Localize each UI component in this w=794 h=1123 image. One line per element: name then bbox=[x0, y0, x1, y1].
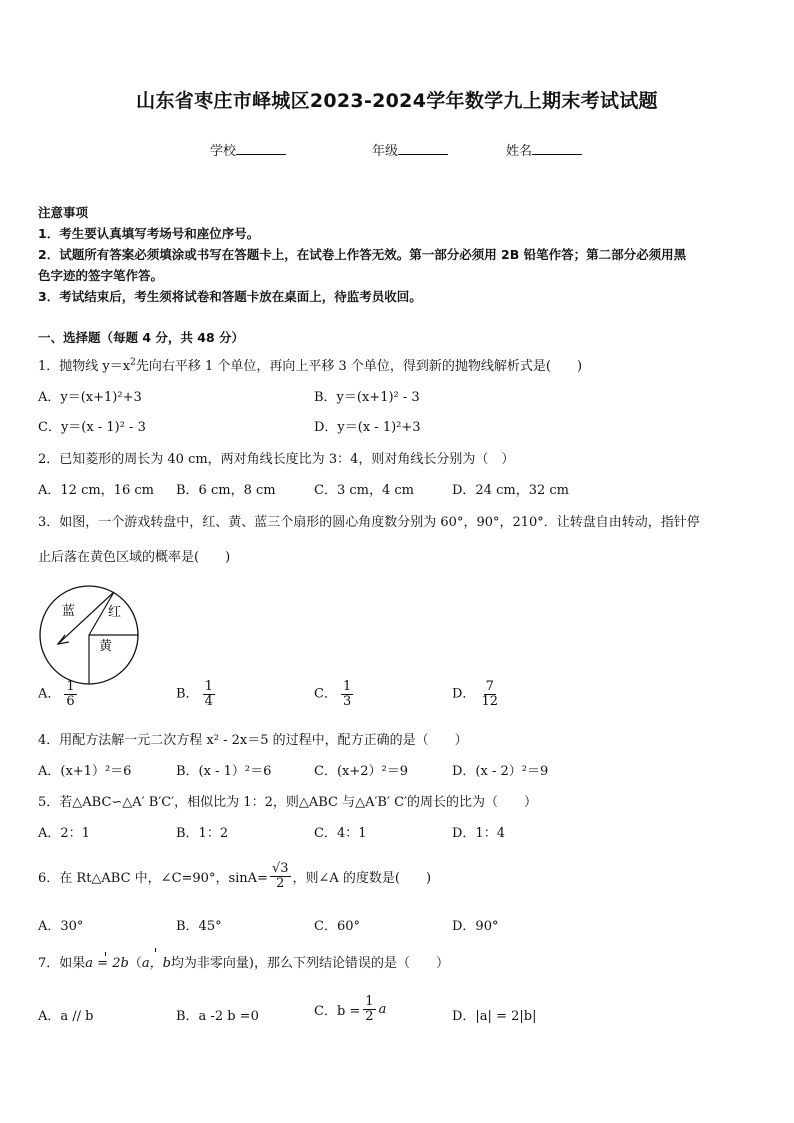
q4-option-a[interactable]: A．(x+1）²＝6 bbox=[38, 764, 132, 779]
q6-option-b[interactable]: B．45° bbox=[176, 919, 222, 934]
q3-option-c[interactable] bbox=[314, 680, 353, 708]
q7-option-c-post: a bbox=[378, 1001, 387, 1017]
grade-label: 年级 bbox=[372, 144, 399, 159]
q7-stem-eq: a = 2b bbox=[85, 956, 129, 971]
q1-stem bbox=[38, 355, 582, 374]
q3-option-a-num: 1 bbox=[66, 679, 75, 694]
q3-option-d-fraction bbox=[479, 680, 500, 708]
q2-option-b[interactable]: B．6 cm，8 cm bbox=[176, 483, 276, 498]
q7-option-a[interactable]: A．a // b bbox=[38, 1009, 94, 1024]
q3-option-c-fraction bbox=[341, 680, 353, 708]
q7-option-c-num: 1 bbox=[365, 994, 374, 1009]
notice-heading: 注意事项 bbox=[38, 205, 89, 220]
q3-stem-a: 3．如图，一个游戏转盘中，红、黄、蓝三个扇形的圆心角度数分别为 60°，90°，210°．让转盘自由转动，指针停 bbox=[38, 515, 700, 530]
q3-option-b-fraction bbox=[203, 680, 215, 708]
q6-fraction bbox=[270, 862, 291, 890]
name-label: 姓名 bbox=[506, 144, 533, 159]
q2-option-c[interactable]: C．3 cm，4 cm bbox=[314, 483, 414, 498]
q3-option-d-letter: D． bbox=[452, 686, 476, 702]
q6-stem-b: ，则∠A 的度数是( ) bbox=[292, 870, 432, 886]
q1-option-b[interactable]: B．y＝(x+1)² - 3 bbox=[314, 390, 420, 405]
q5-option-b[interactable]: B．1：2 bbox=[176, 826, 229, 841]
q6-option-d[interactable]: D．90° bbox=[452, 919, 499, 934]
q3-option-b-den: 4 bbox=[204, 693, 213, 709]
q2-option-d[interactable]: D．24 cm，32 cm bbox=[452, 483, 569, 498]
q3-option-d[interactable] bbox=[452, 680, 500, 708]
notice-item-3: 3．考试结束后，考生须将试卷和答题卡放在桌面上，待监考员收回。 bbox=[38, 289, 422, 304]
q4-option-b[interactable]: B．(x - 1）²＝6 bbox=[176, 764, 272, 779]
name-field bbox=[506, 140, 582, 159]
q2-option-a[interactable]: A．12 cm，16 cm bbox=[38, 483, 154, 498]
spinner-figure bbox=[34, 584, 154, 686]
q4-stem: 4．用配方法解一元二次方程 x² - 2x＝5 的过程中，配方正确的是（ ） bbox=[38, 733, 468, 748]
sector-label-yellow: 黄 bbox=[99, 639, 113, 654]
q1-option-c[interactable]: C．y＝(x - 1)² - 3 bbox=[38, 420, 146, 435]
q1-stem-sup: 2 bbox=[130, 357, 136, 368]
q4-option-d[interactable]: D．(x - 2）²＝9 bbox=[452, 764, 549, 779]
q5-stem: 5．若△ABC∽△A′ B′C′，相似比为 1：2，则△ABC 与△A′B′ C′的周长的比为（ ） bbox=[38, 795, 537, 810]
q3-option-a-den: 6 bbox=[66, 693, 75, 709]
q4-option-c[interactable]: C．(x+2）²＝9 bbox=[314, 764, 408, 779]
sector-label-blue: 蓝 bbox=[62, 604, 76, 619]
exam-title: 山东省枣庄市峄城区2023-2024学年数学九上期末考试试题 bbox=[136, 90, 658, 112]
q6-frac-num: √3 bbox=[271, 860, 289, 876]
q7-stem-vars: a，b bbox=[142, 952, 171, 971]
q3-option-d-num: 7 bbox=[485, 679, 494, 694]
q5-option-c[interactable]: C．4：1 bbox=[314, 826, 367, 841]
q7-stem-c: 均为非零向量)，那么下列结论错误的是（ ） bbox=[170, 956, 449, 971]
school-field bbox=[210, 140, 286, 159]
notice-item-1: 1．考生要认真填写考场号和座位序号。 bbox=[38, 226, 260, 241]
school-blank[interactable] bbox=[236, 142, 286, 155]
name-blank[interactable] bbox=[532, 142, 582, 155]
q2-stem: 2．已知菱形的周长为 40 cm，两对角线长度比为 3：4，则对角线长分别为（ ） bbox=[38, 452, 515, 467]
q7-stem-a: 7．如果 bbox=[38, 956, 86, 971]
q5-option-a[interactable]: A．2：1 bbox=[38, 826, 90, 841]
q5-option-d[interactable]: D．1：4 bbox=[452, 826, 505, 841]
q7-option-c-fraction bbox=[363, 995, 375, 1023]
q3-option-a[interactable] bbox=[38, 680, 77, 708]
q3-option-c-num: 1 bbox=[342, 679, 352, 694]
q6-option-c[interactable]: C．60° bbox=[314, 919, 360, 934]
q6-option-a[interactable]: A．30° bbox=[38, 919, 84, 934]
q3-option-b-letter: B． bbox=[176, 686, 199, 702]
q3-option-a-fraction bbox=[64, 680, 76, 708]
q1-option-d[interactable]: D．y＝(x - 1)²+3 bbox=[314, 420, 421, 435]
notice-item-2a: 2．试题所有答案必须填涂或书写在答题卡上，在试卷上作答无效。第一部分必须用 2B 铅笔作答；第二部分必须用黑 bbox=[38, 247, 687, 262]
q1-option-a[interactable]: A．y＝(x+1)²+3 bbox=[38, 390, 142, 405]
q7-option-c[interactable] bbox=[314, 995, 386, 1023]
q7-option-d[interactable]: D．|a| = 2|b| bbox=[452, 1009, 537, 1024]
q7-option-c-den: 2 bbox=[365, 1008, 374, 1024]
q7-stem bbox=[38, 952, 449, 971]
q3-option-b[interactable] bbox=[176, 680, 215, 708]
school-label: 学校 bbox=[210, 144, 237, 159]
grade-blank[interactable] bbox=[398, 142, 448, 155]
q1-stem-b: 先向右平移 1 个单位，再向上平移 3 个单位，得到新的抛物线解析式是( ) bbox=[135, 359, 583, 374]
sector-label-red: 红 bbox=[108, 605, 122, 620]
q7-option-b[interactable]: B．a -2 b =0 bbox=[176, 1009, 259, 1024]
q3-option-c-den: 3 bbox=[342, 693, 352, 709]
section-heading: 一、选择题（每题 4 分，共 48 分） bbox=[38, 330, 245, 345]
q3-option-b-num: 1 bbox=[204, 679, 213, 694]
q3-stem-b: 止后落在黄色区域的概率是( ) bbox=[38, 550, 231, 565]
grade-field bbox=[372, 140, 448, 159]
q6-stem bbox=[38, 856, 431, 896]
q6-stem-a: 6．在 Rt△ABC 中，∠C=90°，sinA= bbox=[38, 870, 268, 886]
q3-option-a-letter: A． bbox=[38, 686, 61, 702]
q3-option-c-letter: C． bbox=[314, 686, 337, 702]
q7-option-c-pre: C．b = bbox=[314, 1003, 361, 1019]
q1-stem-a: 1．抛物线 y＝x bbox=[38, 359, 131, 374]
q6-frac-den: 2 bbox=[276, 875, 285, 891]
notice-item-2b: 色字迹的签字笔作答。 bbox=[38, 268, 164, 283]
q7-stem-b: （ bbox=[128, 956, 142, 971]
q3-option-d-den: 12 bbox=[481, 693, 498, 709]
